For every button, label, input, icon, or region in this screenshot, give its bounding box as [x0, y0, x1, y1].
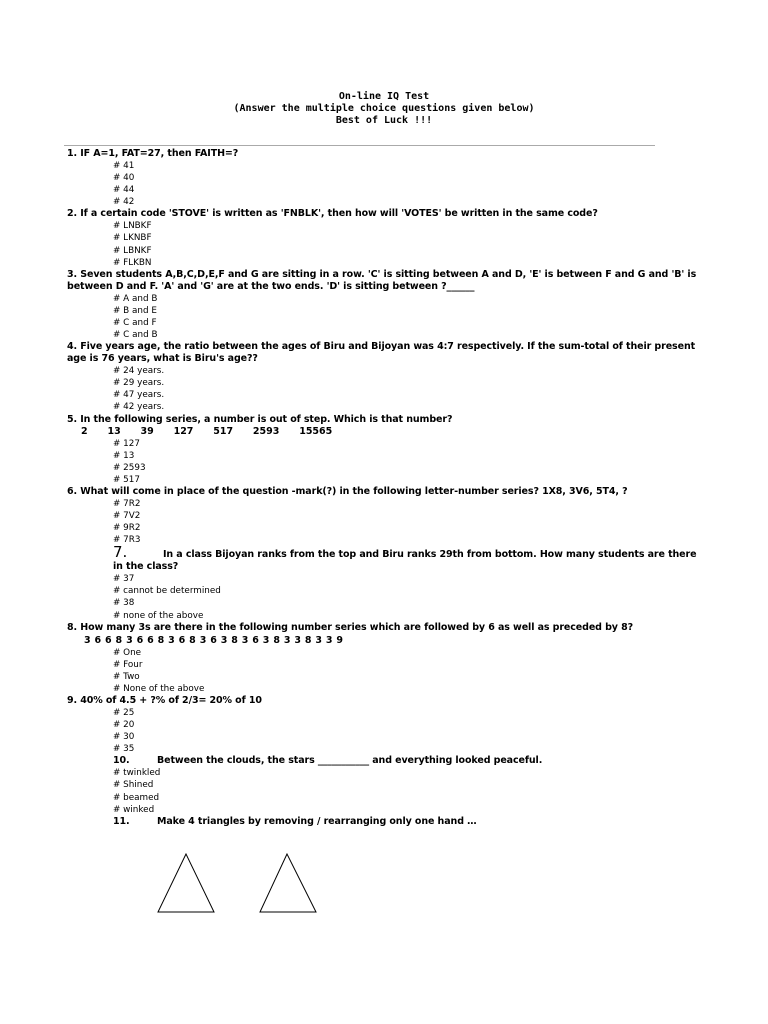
question-9 — [67, 695, 697, 707]
option: # B and E — [113, 305, 157, 316]
question-1 — [67, 148, 697, 160]
option: # Two — [113, 671, 140, 682]
question-number: 5. — [67, 413, 78, 425]
question-text: What will come in place of the question -mark(?) in the following letter-number series? 1X8, 3V6, 5T4, ? — [77, 485, 628, 497]
question-number: 6. — [67, 485, 78, 497]
question-text: Between the clouds, the stars ___________ and everything looked peaceful. — [157, 755, 543, 767]
question-text: 40% of 4.5 + ?% of 2/3= 20% of 10 — [77, 695, 262, 706]
option: # 24 years. — [113, 366, 165, 377]
option: # beamed — [113, 792, 160, 803]
option: # 44 — [113, 185, 135, 196]
option: # 42 — [113, 197, 135, 208]
option: # C and F — [113, 317, 157, 328]
option: # winked — [113, 804, 155, 815]
question-number: 11. — [113, 815, 130, 827]
question-2 — [67, 208, 697, 220]
question-text: How many 3s are there in the following number series which are followed by 6 as well as preceded by 8? — [77, 621, 634, 633]
option: # Four — [113, 659, 143, 670]
question-number: 7. — [113, 543, 128, 562]
test-title: On-line IQ Test — [338, 91, 430, 102]
option: # 38 — [113, 598, 135, 609]
option: # One — [113, 647, 142, 658]
option: # LNBKF — [113, 221, 152, 232]
question-10 — [67, 755, 697, 767]
option: # Shined — [113, 780, 154, 791]
option: # None of the above — [113, 683, 205, 694]
option: # 7R2 — [113, 498, 141, 509]
option: # 35 — [113, 744, 135, 755]
option: # twinkled — [113, 768, 161, 779]
option: # 2593 — [113, 462, 146, 473]
question-8 — [67, 622, 697, 634]
question-text: In a class Bijoyan ranks from the top and Biru ranks 29th from bottom. How many students are there in the class? — [113, 549, 697, 573]
question-text: Five years age, the ratio between the ages of Biru and Bijoyan was 4:7 respectively. If the sum-total of their present age is 76 years, what is Biru's age?? — [67, 341, 696, 365]
option: # C and B — [113, 330, 158, 341]
question-4 — [67, 341, 697, 365]
question-number: 9. — [67, 695, 78, 706]
triangle-figure-right — [258, 852, 320, 914]
option: # 127 — [113, 438, 140, 449]
question-number: 8. — [67, 621, 78, 633]
question-number: 10. — [113, 755, 130, 767]
question-number: 3. — [67, 268, 78, 280]
option: # 42 years. — [113, 402, 165, 413]
question-text: . IF A=1, FAT=27, then FAITH=? — [73, 148, 239, 159]
question-text: Seven students A,B,C,D,E,F and G are sitting in a row. 'C' is sitting between A and D, 'E' is between F and G and 'B' is between D and F. 'A' and 'G' are at the two ends. 'D' is sitting between ?______ — [67, 268, 697, 292]
triangle-figure-left — [156, 852, 218, 914]
option: # 47 years. — [113, 390, 165, 401]
option: # 41 — [113, 161, 135, 171]
option: # 37 — [113, 574, 135, 585]
question-text: In the following series, a number is out of step. Which is that number? — [77, 413, 453, 425]
question-3 — [67, 269, 697, 293]
number-series: 3 6 6 8 3 6 6 8 3 6 8 3 6 3 8 3 6 3 8 3 3 8 3 3 9 — [84, 634, 344, 646]
option: # LKNBF — [113, 233, 152, 244]
question-7 — [67, 543, 697, 573]
option: # 29 years. — [113, 378, 165, 389]
option: # 30 — [113, 732, 135, 743]
option: # 517 — [113, 474, 140, 485]
question-5 — [67, 414, 697, 426]
option: # 7V2 — [113, 510, 141, 521]
question-number: 4. — [67, 341, 78, 353]
test-header — [0, 91, 768, 127]
test-closing: Best of Luck !!! — [335, 115, 433, 126]
question-number: 2. — [67, 208, 78, 220]
option: # 25 — [113, 708, 135, 718]
option: # 20 — [113, 720, 135, 731]
option: # 9R2 — [113, 523, 141, 534]
question-6 — [67, 486, 697, 498]
header-divider — [64, 145, 655, 146]
option: # 13 — [113, 450, 135, 461]
question-text: If a certain code 'STOVE' is written as 'FNBLK', then how will 'VOTES' be written in the same code? — [77, 208, 598, 220]
test-instructions: (Answer the multiple choice questions given below) — [233, 103, 535, 114]
question-list — [67, 148, 697, 828]
question-number: 1 — [67, 148, 74, 159]
option: # A and B — [113, 293, 158, 304]
question-11 — [67, 816, 697, 828]
option: # 7R3 — [113, 535, 141, 546]
option: # cannot be determined — [113, 586, 221, 597]
option: # LBNKF — [113, 245, 152, 256]
option: # none of the above — [113, 610, 204, 621]
number-series: 2 13 39 127 517 2593 15565 — [81, 425, 333, 437]
option: # 40 — [113, 173, 135, 184]
option: # FLKBN — [113, 257, 152, 268]
question-text: Make 4 triangles by removing / rearranging only one hand … — [157, 815, 477, 827]
